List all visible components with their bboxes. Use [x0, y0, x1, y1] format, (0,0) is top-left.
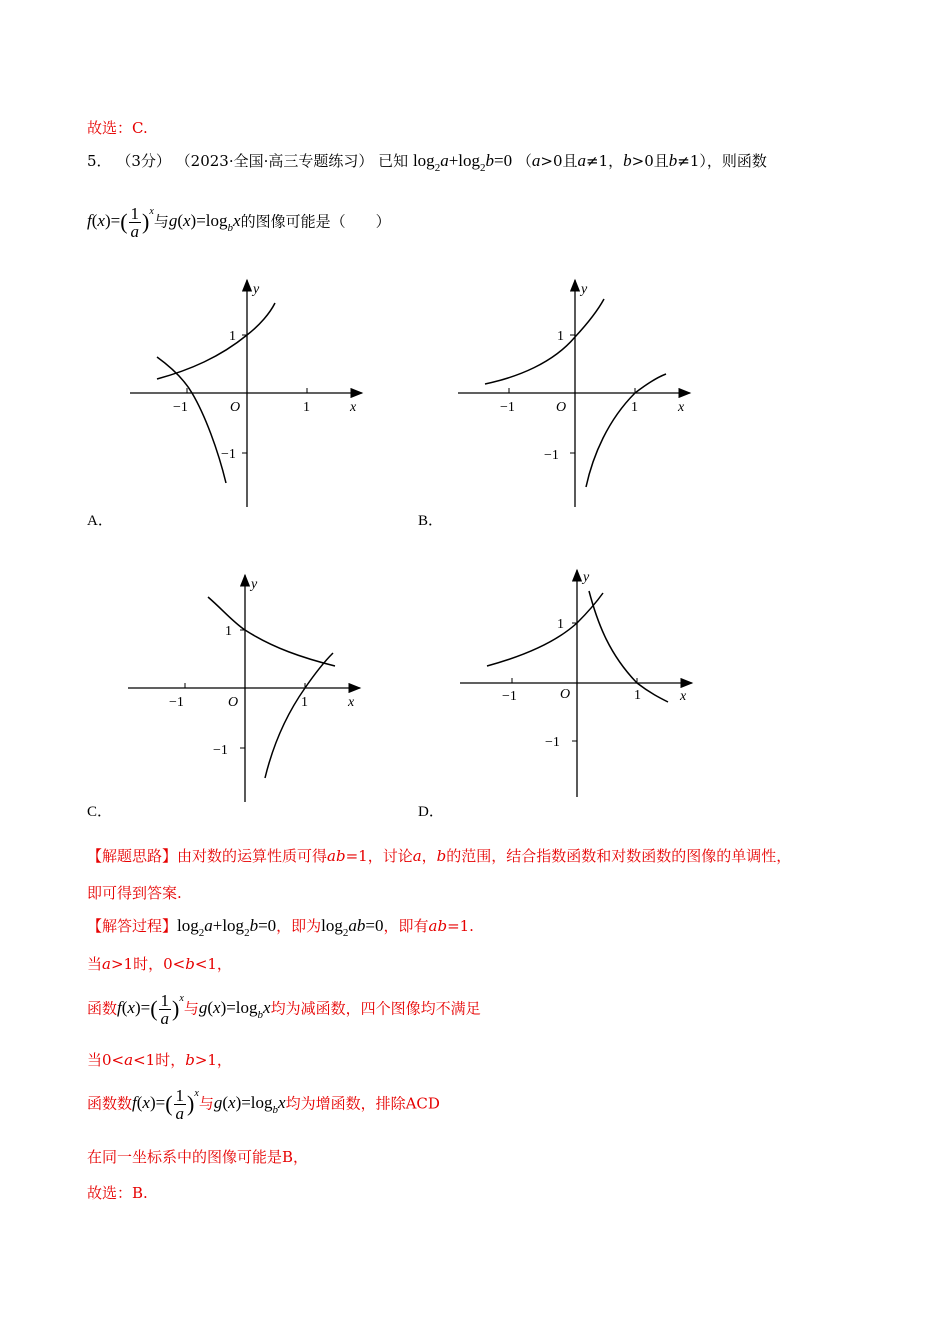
- question-score: （3分）: [116, 152, 171, 170]
- y-label: y: [253, 282, 260, 297]
- solution-case1: 当a>1时，0<b<1，: [87, 955, 232, 973]
- log-curve: [265, 653, 333, 778]
- tick-label: 1: [557, 617, 564, 632]
- origin-label: O: [556, 400, 567, 415]
- log-curve: [586, 374, 666, 487]
- tick-label: 1: [634, 688, 641, 703]
- question-5-line1: 5． （3分） （2023·全国·高三专题练习） 已知 $\log_2a+\log_2b=0$ （a>0且a≠1，b>0且b≠1），则函数: [87, 151, 767, 174]
- tick-label: −1: [545, 735, 560, 750]
- tick-label: −1: [213, 743, 228, 758]
- solution-final-answer: 故选：B.: [87, 1184, 148, 1202]
- log-curve: [589, 591, 668, 702]
- exp-curve: [487, 593, 603, 666]
- x-label: x: [680, 689, 687, 704]
- option-d-label: D．: [418, 804, 444, 820]
- tick-label: −1: [221, 447, 236, 462]
- tick-label: −1: [173, 400, 188, 415]
- solution-process-tag: 【解答过程】: [87, 917, 178, 935]
- tick-label: 1: [631, 400, 638, 415]
- graph-option-c: [128, 570, 368, 810]
- option-b-label: B．: [418, 513, 444, 529]
- solution-case2: 当0<a<1时，b>1，: [87, 1051, 232, 1069]
- question-5-line2: f(x)=( $\frac{1}{a}$ )$^x$与$g(x)=\log_bx$的图像可能是（ ）: [87, 204, 391, 241]
- function-g: $g(x)=\log_bx$: [168, 211, 241, 235]
- y-label: y: [583, 570, 590, 585]
- origin-label: O: [560, 687, 571, 702]
- function-f: f(x)=( $\frac{1}{a}$ )$^x$: [87, 204, 154, 241]
- tick-label: 1: [303, 400, 310, 415]
- solution-idea-line1: 【解题思路】由对数的运算性质可得ab=1，讨论a，b的范围，结合指数函数和对数函数的图像的单调性，: [87, 847, 792, 865]
- tick-label: −1: [502, 689, 517, 704]
- solution-conclusion: 在同一坐标系中的图像可能是B，: [87, 1148, 309, 1166]
- solution-idea-tag: 【解题思路】: [87, 847, 178, 865]
- question-number: 5．: [87, 152, 112, 170]
- tick-label: −1: [169, 695, 184, 710]
- log-equation: $\log_2a+\log_2b=0$: [412, 151, 513, 174]
- origin-label: O: [228, 695, 239, 710]
- tick-label: 1: [557, 329, 564, 344]
- tick-label: 1: [301, 695, 308, 710]
- graph-option-a: [130, 275, 370, 515]
- graph-option-b: [458, 275, 698, 515]
- previous-answer: 故选：C.: [87, 119, 148, 137]
- y-label: y: [251, 577, 258, 592]
- option-a-label: A．: [87, 513, 113, 529]
- x-label: x: [678, 400, 685, 415]
- solution-case2-functions: 函数数f(x)=( $\frac{1}{a}$ )$^x$与$g(x)=\log_bx$均为增函数，排除ACD: [87, 1086, 440, 1123]
- solution-case1-functions: 函数f(x)=( $\frac{1}{a}$ )$^x$与$g(x)=\log_bx$均为减函数，四个图像均不满足: [87, 991, 481, 1028]
- option-c-label: C．: [87, 804, 113, 820]
- tick-label: −1: [500, 400, 515, 415]
- graph-option-d: [460, 565, 700, 805]
- exp-curve: [157, 303, 275, 379]
- solution-idea-line2: 即可得到答案.: [87, 884, 182, 902]
- origin-label: O: [230, 400, 241, 415]
- solution-process-line: 【解答过程】$\log_2a+\log_2b=0$，即为$\log_2ab=0$，即有ab=1.: [87, 916, 474, 939]
- tick-label: 1: [229, 329, 236, 344]
- tick-label: −1: [544, 448, 559, 463]
- question-source: （2023·全国·高三专题练习）: [175, 152, 374, 170]
- y-label: y: [581, 282, 588, 297]
- exp-curve: [485, 299, 604, 384]
- tick-label: 1: [225, 624, 232, 639]
- x-label: x: [350, 400, 357, 415]
- x-label: x: [348, 695, 355, 710]
